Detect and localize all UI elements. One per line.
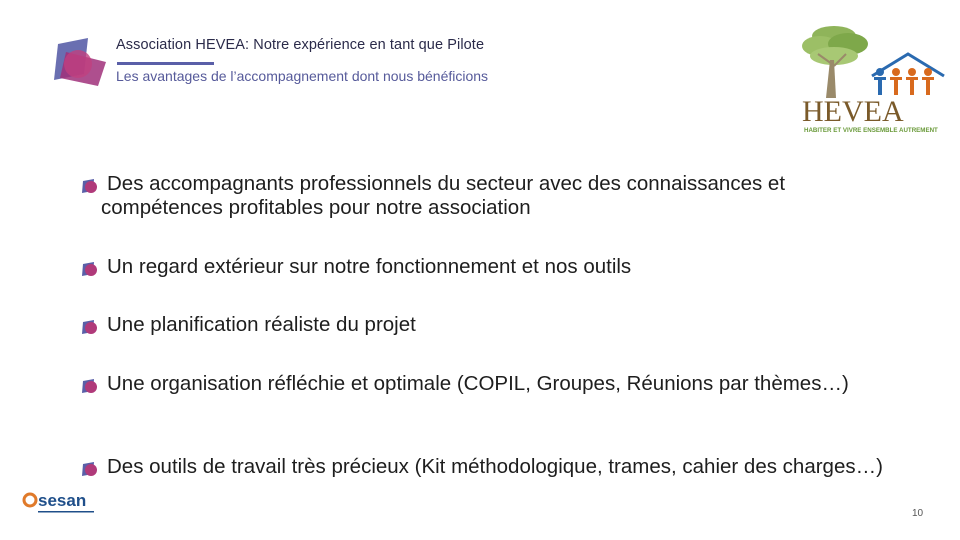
hevea-logo	[796, 20, 954, 138]
bullet-text: Une planification réaliste du projet	[107, 313, 416, 336]
slide-title: Association HEVEA: Notre expérience en tant que Pilote	[116, 37, 485, 53]
title-underline	[117, 62, 214, 65]
bullet-item	[80, 255, 891, 279]
bullet-text: Des accompagnants professionnels du secteur avec des connaissances et compétences profitables pour notre association	[101, 172, 786, 219]
bullet-text: Un regard extérieur sur notre fonctionnement et nos outils	[107, 255, 632, 278]
slide-subtitle: Les avantages de l’accompagnement dont nous bénéficions	[116, 68, 489, 84]
bullet-item	[80, 172, 891, 220]
bullet-text: Des outils de travail très précieux (Kit méthodologique, trames, cahier des charges…)	[107, 455, 883, 478]
hevea-tagline: HABITER ET VIVRE ENSEMBLE AUTREMENT	[804, 127, 938, 134]
bullet-icon	[80, 377, 100, 395]
page-number: 10	[912, 508, 924, 519]
bullet-icon	[80, 177, 100, 195]
bullet-text: Une organisation réfléchie et optimale (COPIL, Groupes, Réunions par thèmes…)	[107, 372, 849, 395]
bullet-item	[80, 455, 891, 479]
bullet-item	[80, 372, 891, 396]
sesan-logo	[22, 486, 98, 518]
bullet-icon	[80, 260, 100, 278]
hevea-wordmark: HEVEA	[802, 95, 904, 128]
bullet-icon	[80, 318, 100, 336]
shape-logo-icon	[48, 34, 112, 90]
sesan-wordmark: sesan	[38, 491, 87, 510]
bullet-icon	[80, 460, 100, 478]
bullet-item	[80, 313, 891, 337]
